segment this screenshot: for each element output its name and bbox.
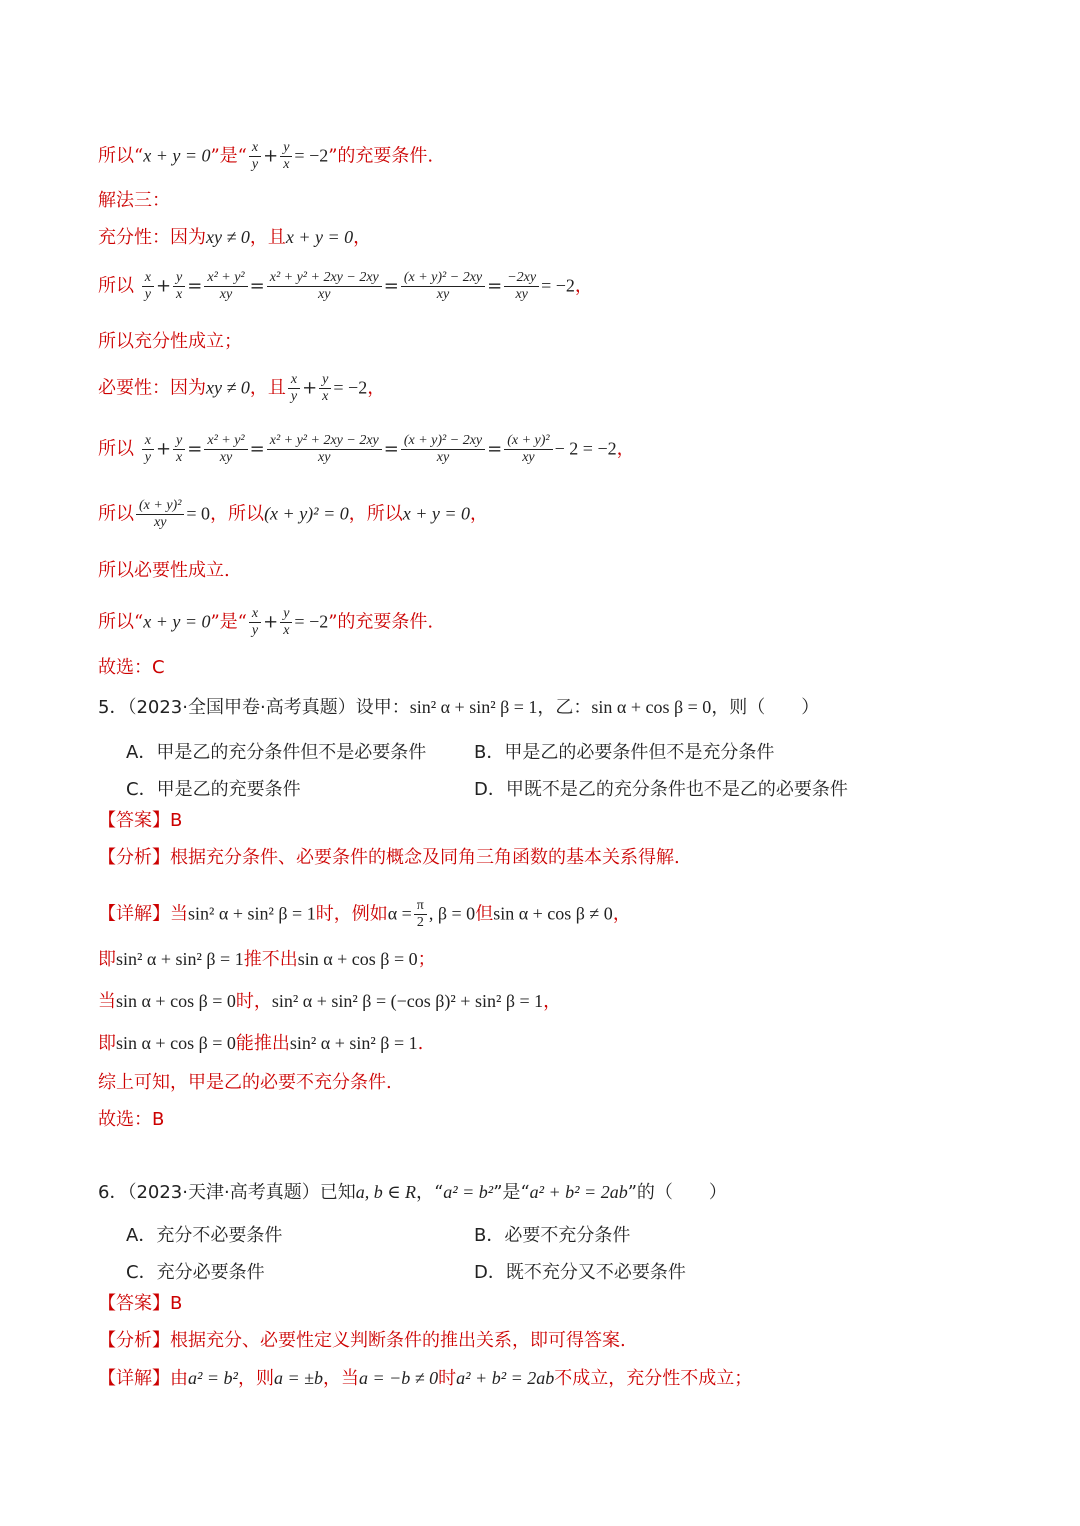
q5-analysis: 【分析】根据充分条件、必要条件的概念及同角三角函数的基本关系得解. xyxy=(98,847,680,868)
q6-analysis: 【分析】根据充分、必要性定义判断条件的推出关系，即可得答案. xyxy=(98,1330,626,1351)
q6-option-d: D．既不充分又不必要条件 xyxy=(474,1262,686,1283)
q5-detail-2: 即sin² α + sin² β = 1推不出sin α + cos β = 0； xyxy=(98,949,436,970)
q5-answer: 【答案】B xyxy=(98,810,183,831)
line-necessity-derivation: 所以 $\frac{x}{y}$ + $\frac{y}{x}$ = $\frac{\text{x² + y²}}{xy}$ = $\frac{\text{x² + y² + 2xy − 2xy}}{xy}$ = $\frac{\text{(x + y)² − 2xy}}{xy}$ = $\frac{\text{(x + y)²}}{xy}$ − 2 = −2， xyxy=(98,433,635,466)
line-conclusion-2: 所以“x + y = 0”是“ $\frac{x}{y}$ + $\frac{y}{x}$ = −2”的充要条件. xyxy=(98,606,434,639)
line-necessity-holds: 所以必要性成立. xyxy=(98,560,230,581)
q5-detail-1: 【详解】当sin² α + sin² β = 1时，例如α = $\frac{\pi}{2}$ , β = 0但sin α + cos β ≠ 0， xyxy=(98,898,631,931)
q6-stem: 6．（2023·天津·高考真题）已知a, b ∈ R，“a² = b²”是“a² + b² = 2ab”的（ ） xyxy=(98,1182,727,1203)
method-three-heading: 解法三： xyxy=(98,190,170,211)
line-sufficiency-derivation: 所以 $\frac{x}{y}$ + $\frac{y}{x}$ = $\frac{\text{x² + y²}}{xy}$ = $\frac{\text{x² + y² + 2xy − 2xy}}{xy}$ = $\frac{\text{(x + y)² − 2xy}}{xy}$ = $\frac{-2xy}{xy}$ = −2， xyxy=(98,270,593,303)
q6-option-c: C．充分必要条件 xyxy=(126,1262,265,1283)
q5-choice: 故选：B xyxy=(98,1109,165,1130)
math-x-plus-y: x + y = 0 xyxy=(143,145,211,166)
q6-option-b: B．必要不充分条件 xyxy=(474,1225,631,1246)
line-sufficiency-holds: 所以充分性成立； xyxy=(98,331,242,352)
q6-option-a: A．充分不必要条件 xyxy=(126,1225,283,1246)
line-sufficiency: 充分性：因为xy ≠ 0，且x + y = 0， xyxy=(98,227,372,248)
q5-option-c: C．甲是乙的充要条件 xyxy=(126,779,301,800)
q6-detail-1: 【详解】由a² = b²，则a = ±b，当a = −b ≠ 0时a² + b² = 2ab不成立，充分性不成立； xyxy=(98,1368,753,1389)
line-necessity: 必要性：因为xy ≠ 0，且 $\frac{x}{y}$ + $\frac{y}{x}$ = −2， xyxy=(98,372,386,405)
line-necessity-result: 所以 $\frac{\text{(x + y)²}}{xy}$ = 0，所以(x + y)² = 0，所以x + y = 0， xyxy=(98,498,488,531)
line-conclusion-1: 所以“x + y = 0”是“ $\frac{x}{y}$ + $\frac{y}{x}$ = −2”的充要条件. xyxy=(98,140,434,173)
q5-option-d: D．甲既不是乙的充分条件也不是乙的必要条件 xyxy=(474,779,848,800)
q5-summary: 综上可知，甲是乙的必要不充分条件. xyxy=(98,1072,392,1093)
q5-option-a: A．甲是乙的充分条件但不是必要条件 xyxy=(126,742,427,763)
frac-x-over-y: $\frac{x}{y}$ xyxy=(249,140,261,173)
q6-answer: 【答案】B xyxy=(98,1293,183,1314)
q5-detail-4: 即sin α + cos β = 0能推出sin² α + sin² β = 1. xyxy=(98,1033,424,1054)
q5-option-b: B．甲是乙的必要条件但不是充分条件 xyxy=(474,742,775,763)
q5-stem: 5．（2023·全国甲卷·高考真题）设甲：sin² α + sin² β = 1，乙：sin α + cos β = 0，则（ ） xyxy=(98,697,820,718)
line-choice-c: 故选：C xyxy=(98,657,165,678)
q5-detail-3: 当sin α + cos β = 0时，sin² α + sin² β = (−cos β)² + sin² β = 1， xyxy=(98,991,562,1012)
frac-y-over-x: $\frac{y}{x}$ xyxy=(280,140,292,173)
